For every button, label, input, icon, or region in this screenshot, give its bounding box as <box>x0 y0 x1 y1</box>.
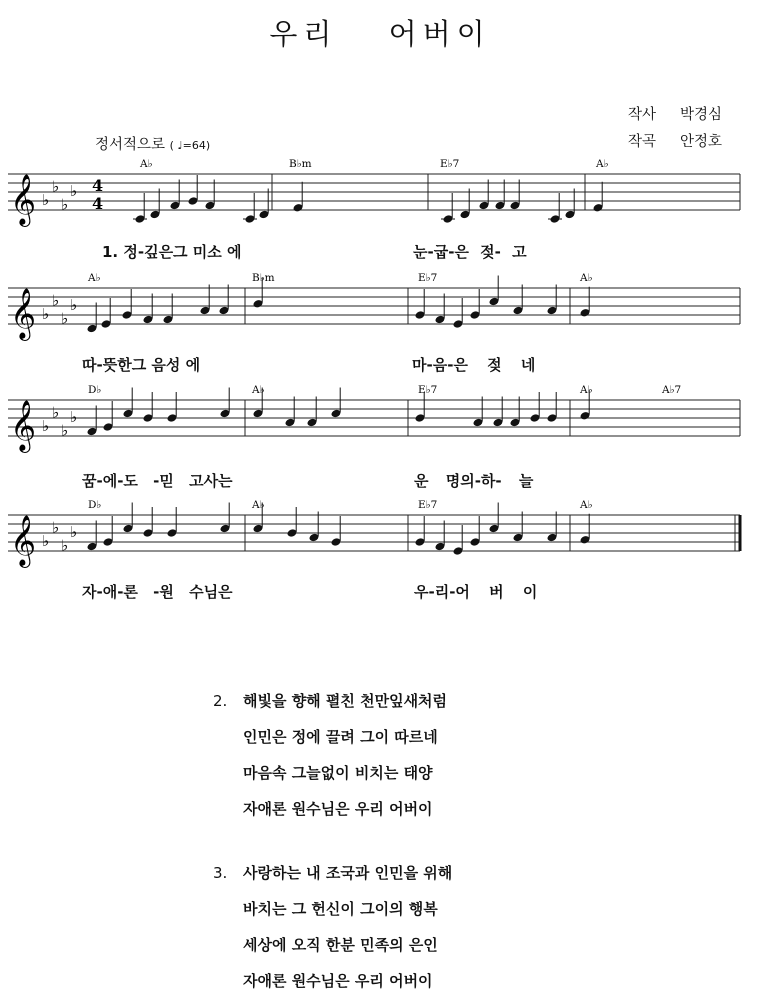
flat-sign-icon: ♭ <box>61 195 69 214</box>
treble-clef-icon: 𝄞 <box>10 288 37 339</box>
chord-symbol: E♭7 <box>440 158 460 170</box>
chord-symbol: D♭ <box>88 499 102 511</box>
time-signature-top: 4 <box>92 176 104 195</box>
verse-line: 자애론 원수님은 우리 어버이 <box>243 972 433 990</box>
flat-sign-icon: ♭ <box>61 536 69 555</box>
verse-line: 사랑하는 내 조국과 인민을 위해 <box>243 864 453 882</box>
chord-symbol: B♭m <box>252 272 275 284</box>
flat-sign-icon: ♭ <box>61 421 69 440</box>
staff-system <box>8 158 740 227</box>
chord-symbol: A♭ <box>580 272 593 284</box>
flat-sign-icon: ♭ <box>52 291 60 310</box>
chord-symbol: B♭m <box>289 158 312 170</box>
flat-sign-icon: ♭ <box>42 191 50 209</box>
flat-sign-icon: ♭ <box>70 523 78 541</box>
lyric-4b: 우-리-어 버 이 <box>414 583 538 601</box>
tempo-text: 정서적으로 <box>95 137 166 153</box>
verse-line: 자애론 원수님은 우리 어버이 <box>243 800 433 818</box>
chord-symbol: A♭ <box>140 158 153 170</box>
flat-sign-icon: ♭ <box>70 296 78 314</box>
lyric-3b: 운 명의-하- 늘 <box>414 472 534 490</box>
composer-name: 안정호 <box>680 134 723 150</box>
chord-symbol: A♭ <box>580 384 593 396</box>
chord-symbol: A♭7 <box>662 384 682 396</box>
lyric-4a: 자-애-론 -원 수님은 <box>82 583 233 601</box>
chord-symbol: A♭ <box>252 384 265 396</box>
lyricist-label: 작사 <box>628 107 657 123</box>
flat-sign-icon: ♭ <box>52 403 60 422</box>
chord-symbol: A♭ <box>88 272 101 284</box>
staff-system <box>8 499 740 568</box>
verse-2 <box>213 683 447 827</box>
verse-line: 바치는 그 헌신이 그이의 행복 <box>243 900 438 918</box>
lyricist-name: 박경심 <box>680 107 723 123</box>
lyric-3a: 꿈-에-도 -믿 고사는 <box>82 472 233 490</box>
chord-symbol: A♭ <box>580 499 593 511</box>
chord-symbol: A♭ <box>596 158 609 170</box>
flat-sign-icon: ♭ <box>42 305 50 323</box>
verse-number: 3. <box>213 864 228 882</box>
flat-sign-icon: ♭ <box>42 417 50 435</box>
chord-symbol: A♭ <box>252 499 265 511</box>
chord-symbol: E♭7 <box>418 272 438 284</box>
verse-line: 해빛을 향해 펼친 천만잎새처럼 <box>243 692 448 710</box>
lyric-1a: 1. 정-깊은그 미소 에 <box>102 243 242 261</box>
flat-sign-icon: ♭ <box>70 182 78 200</box>
staff-system <box>8 272 740 341</box>
time-signature-bottom: 4 <box>92 194 104 213</box>
lyric-2a: 따-뜻한그 음성 에 <box>82 356 201 374</box>
metronome-mark: ( ♩=64) <box>169 139 211 152</box>
staff-system <box>8 384 740 453</box>
chord-symbol: E♭7 <box>418 384 438 396</box>
composer-label: 작곡 <box>628 134 657 150</box>
flat-sign-icon: ♭ <box>52 518 60 537</box>
chord-symbol: E♭7 <box>418 499 438 511</box>
chord-symbol: D♭ <box>88 384 102 396</box>
lyric-1b: 눈-굽-은 젖- 고 <box>413 243 527 261</box>
flat-sign-icon: ♭ <box>42 532 50 550</box>
verse-line: 인민은 정에 끌려 그이 따르네 <box>243 728 438 746</box>
song-title: 우리 어버이 <box>269 17 491 51</box>
verse-number: 2. <box>213 692 228 710</box>
verse-line: 세상에 오직 한분 민족의 은인 <box>243 936 438 954</box>
verse-3 <box>213 855 452 999</box>
flat-sign-icon: ♭ <box>52 177 60 196</box>
flat-sign-icon: ♭ <box>61 309 69 328</box>
treble-clef-icon: 𝄞 <box>10 400 37 451</box>
lyric-2b: 마-음-은 젖 네 <box>412 356 536 374</box>
flat-sign-icon: ♭ <box>70 408 78 426</box>
verse-line: 마음속 그늘없이 비치는 태양 <box>243 764 433 782</box>
treble-clef-icon: 𝄞 <box>10 174 37 225</box>
treble-clef-icon: 𝄞 <box>10 515 37 566</box>
